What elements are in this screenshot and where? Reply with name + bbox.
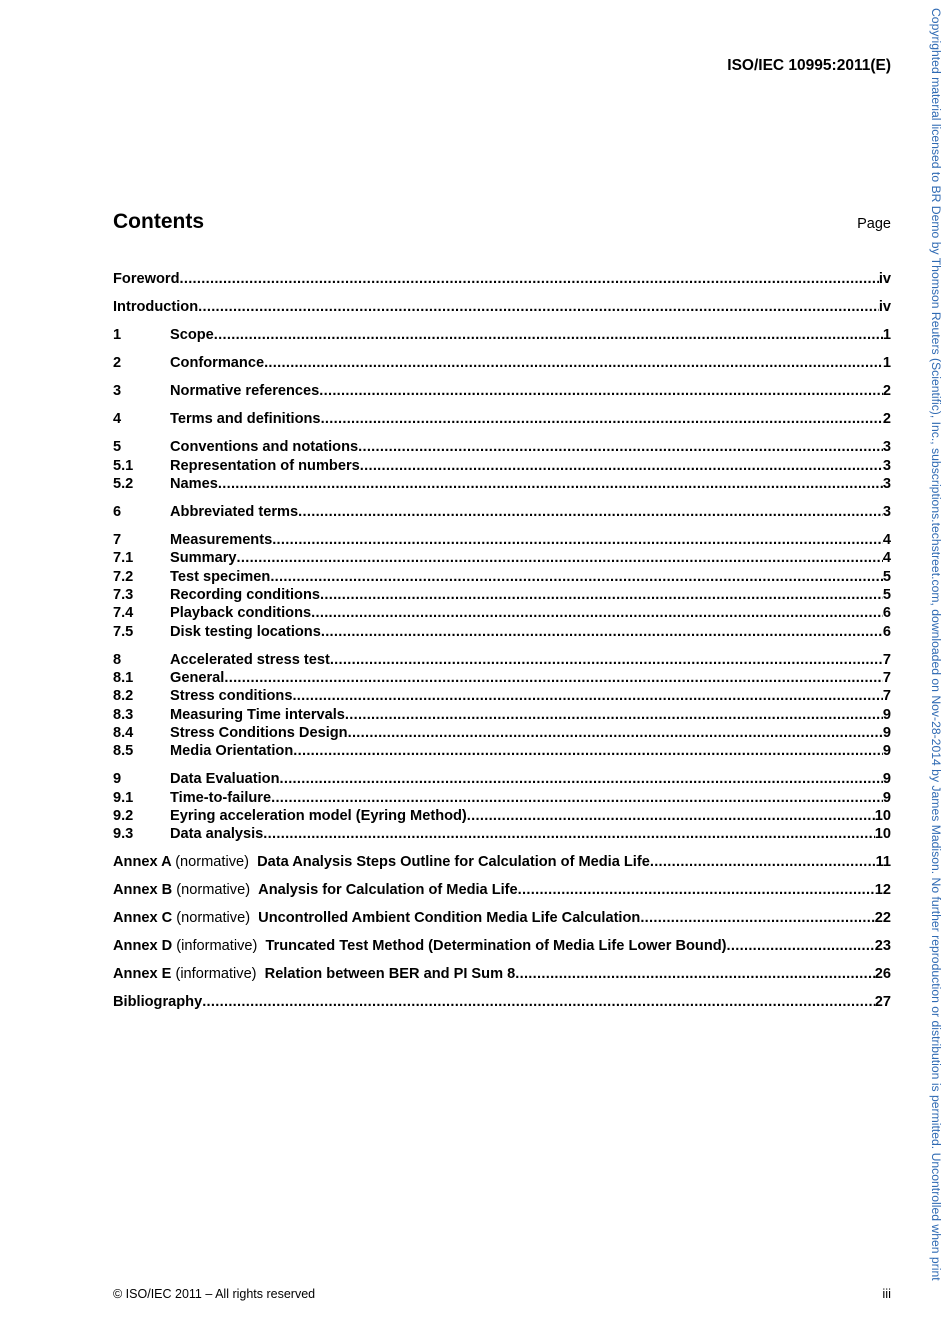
page-number: 7 — [882, 670, 891, 686]
toc-entry[interactable] — [113, 586, 891, 604]
toc-entry[interactable] — [113, 770, 891, 788]
section-number: 4 — [113, 411, 122, 427]
dot-leader — [345, 706, 883, 724]
page-number: 3 — [882, 439, 891, 455]
dot-leader — [320, 586, 883, 604]
toc-entry[interactable] — [113, 993, 891, 1011]
toc-entry[interactable] — [113, 475, 891, 493]
dot-leader — [198, 298, 879, 316]
toc-entry[interactable] — [113, 457, 891, 475]
toc-entry[interactable] — [113, 531, 891, 549]
page-number: 9 — [882, 790, 891, 806]
annex-title: Truncated Test Method (Determination of Media Life Lower Bound) — [265, 938, 727, 954]
section-title: Abbreviated terms — [170, 504, 299, 520]
dot-leader — [518, 881, 875, 899]
section-number: 7.3 — [113, 587, 134, 603]
section-title: Eyring acceleration model (Eyring Method) — [170, 808, 467, 824]
dot-leader — [237, 549, 883, 567]
page-number: 2 — [882, 383, 891, 399]
dot-leader — [650, 853, 876, 871]
annex-title: Relation between BER and PI Sum 8 — [264, 966, 516, 982]
document-id: ISO/IEC 10995:2011(E) — [727, 57, 891, 74]
dot-leader — [640, 909, 874, 927]
page-number: 6 — [882, 624, 891, 640]
toc-entry[interactable] — [113, 410, 891, 428]
section-number: 5.2 — [113, 476, 134, 492]
page-number: 5 — [882, 569, 891, 585]
toc-entry[interactable] — [113, 742, 891, 760]
section-title: Playback conditions — [170, 605, 312, 621]
toc-entry[interactable] — [113, 807, 891, 825]
dot-leader — [321, 623, 883, 641]
dot-leader — [515, 965, 875, 983]
dot-leader — [270, 568, 883, 586]
page-number: 10 — [874, 808, 891, 824]
toc-entry-annex — [113, 965, 515, 983]
section-title: Conformance — [170, 355, 265, 371]
toc-entry[interactable] — [113, 382, 891, 400]
toc-entry[interactable] — [113, 669, 891, 687]
annex-kind: (normative) — [176, 910, 251, 926]
page-number: 3 — [882, 476, 891, 492]
section-title: Measurements — [170, 532, 273, 548]
dot-leader — [179, 270, 878, 288]
toc-entry[interactable] — [113, 326, 891, 344]
page-number: 9 — [882, 743, 891, 759]
toc-entry[interactable] — [113, 965, 891, 983]
section-number: 8 — [113, 652, 122, 668]
page-number: 10 — [874, 826, 891, 842]
section-title: General — [170, 670, 225, 686]
toc-entry[interactable] — [113, 789, 891, 807]
section-number: 8.3 — [113, 707, 134, 723]
toc-entry[interactable] — [113, 706, 891, 724]
section-number: 8.4 — [113, 725, 134, 741]
dot-leader — [272, 531, 883, 549]
dot-leader — [727, 937, 875, 955]
section-number: 8.2 — [113, 688, 134, 704]
section-number: 9.1 — [113, 790, 134, 806]
annex-kind: (normative) — [176, 882, 251, 898]
dot-leader — [298, 503, 883, 521]
page-number: 3 — [882, 504, 891, 520]
section-title: Accelerated stress test — [170, 652, 330, 668]
annex-kind: (informative) — [175, 966, 257, 982]
annex-label: Annex C — [113, 910, 173, 926]
section-number: 9.3 — [113, 826, 134, 842]
section-title: Foreword — [113, 271, 180, 287]
annex-label: Annex B — [113, 882, 173, 898]
page-number: iv — [878, 299, 891, 315]
section-title: Measuring Time intervals — [170, 707, 345, 723]
section-number: 7.2 — [113, 569, 134, 585]
dot-leader — [360, 457, 883, 475]
section-number: 9 — [113, 771, 122, 787]
page-number: 7 — [882, 688, 891, 704]
section-title: Bibliography — [113, 994, 203, 1010]
section-title: Test specimen — [170, 569, 271, 585]
page-number: 1 — [882, 327, 891, 343]
dot-leader — [263, 825, 874, 843]
toc-entry[interactable] — [113, 503, 891, 521]
page-number: 26 — [874, 966, 891, 982]
toc-entry[interactable] — [113, 623, 891, 641]
section-number: 5 — [113, 439, 122, 455]
page-number: 12 — [874, 882, 891, 898]
section-title: Data Evaluation — [170, 771, 280, 787]
page-number: 4 — [882, 532, 891, 548]
section-number: 8.1 — [113, 670, 134, 686]
section-title: Names — [170, 476, 218, 492]
dot-leader — [218, 475, 883, 493]
footer-page-number: iii — [882, 1286, 891, 1301]
section-number: 6 — [113, 504, 122, 520]
page-number: 1 — [882, 355, 891, 371]
toc-entry[interactable] — [113, 604, 891, 622]
section-number: 7 — [113, 532, 122, 548]
toc-entry[interactable] — [113, 825, 891, 843]
section-title: Disk testing locations — [170, 624, 321, 640]
page-number: 9 — [882, 725, 891, 741]
toc-entry[interactable] — [113, 549, 891, 567]
dot-leader — [271, 789, 883, 807]
page-number: 6 — [882, 605, 891, 621]
page-number: 4 — [882, 550, 891, 566]
section-number: 5.1 — [113, 458, 134, 474]
page-number: 5 — [882, 587, 891, 603]
annex-kind: (informative) — [176, 938, 258, 954]
dot-leader — [311, 604, 883, 622]
page-number: 7 — [882, 652, 891, 668]
toc-entry-annex — [113, 937, 727, 955]
section-number: 1 — [113, 327, 122, 343]
annex-title: Data Analysis Steps Outline for Calculation of Media Life — [257, 854, 650, 870]
page-number: 22 — [874, 910, 891, 926]
page-number: 11 — [875, 854, 891, 870]
toc-entry[interactable] — [113, 354, 891, 372]
toc-entry[interactable] — [113, 270, 891, 288]
dot-leader — [293, 742, 883, 760]
footer-copyright: © ISO/IEC 2011 – All rights reserved — [113, 1287, 316, 1301]
toc-entry[interactable] — [113, 881, 891, 899]
dot-leader — [330, 651, 883, 669]
toc-entry-annex — [113, 881, 518, 899]
dot-leader — [319, 382, 883, 400]
dot-leader — [467, 807, 875, 825]
toc-entry[interactable] — [113, 568, 891, 586]
section-number: 3 — [113, 383, 122, 399]
table-of-contents — [113, 0, 891, 1344]
page-number: 27 — [874, 994, 891, 1010]
section-title: Stress conditions — [170, 688, 293, 704]
toc-entry[interactable] — [113, 687, 891, 705]
toc-entry[interactable] — [113, 298, 891, 316]
annex-label: Annex A — [113, 854, 172, 870]
section-title: Normative references — [170, 383, 320, 399]
annex-label: Annex E — [113, 966, 172, 982]
annex-kind: (normative) — [175, 854, 249, 870]
section-title: Terms and definitions — [170, 411, 321, 427]
page-number: 9 — [882, 707, 891, 723]
section-title: Time-to-failure — [170, 790, 272, 806]
toc-entry[interactable] — [113, 724, 891, 742]
section-title: Media Orientation — [170, 743, 294, 759]
page-number: 23 — [874, 938, 891, 954]
toc-entry[interactable] — [113, 937, 891, 955]
page-number: 3 — [882, 458, 891, 474]
section-number: 9.2 — [113, 808, 134, 824]
section-title: Stress Conditions Design — [170, 725, 348, 741]
section-number: 8.5 — [113, 743, 134, 759]
dot-leader — [202, 993, 875, 1011]
dot-leader — [264, 354, 883, 372]
section-number: 7.5 — [113, 624, 134, 640]
dot-leader — [214, 326, 883, 344]
annex-title: Uncontrolled Ambient Condition Media Life Calculation — [258, 910, 641, 926]
toc-entry[interactable] — [113, 853, 891, 871]
copyright-watermark: Copyrighted material licensed to BR Demo by Thomson Reuters (Scientific), Inc., subscriptions.techstreet.com, downloaded on Nov-28-2014 by James Madison. No further reproduction or distribution is permitted. Uncontrolled when print — [929, 8, 943, 1281]
toc-entry-annex — [113, 909, 640, 927]
section-title: Introduction — [113, 299, 199, 315]
section-number: 7.4 — [113, 605, 134, 621]
toc-entry[interactable] — [113, 438, 891, 456]
page-number: 9 — [882, 771, 891, 787]
dot-leader — [358, 438, 883, 456]
section-number: 2 — [113, 355, 122, 371]
toc-entry[interactable] — [113, 651, 891, 669]
section-title: Summary — [170, 550, 237, 566]
section-title: Data analysis — [170, 826, 264, 842]
toc-entry-annex — [113, 853, 650, 871]
section-title: Conventions and notations — [170, 439, 359, 455]
page-column-label: Page — [857, 216, 891, 232]
dot-leader — [279, 770, 882, 788]
dot-leader — [292, 687, 882, 705]
toc-entry[interactable] — [113, 909, 891, 927]
section-number: 7.1 — [113, 550, 134, 566]
section-title: Scope — [170, 327, 214, 343]
annex-title: Analysis for Calculation of Media Life — [258, 882, 518, 898]
page-number: 2 — [882, 411, 891, 427]
section-title: Representation of numbers — [170, 458, 360, 474]
dot-leader — [224, 669, 883, 687]
dot-leader — [348, 724, 883, 742]
section-title: Recording conditions — [170, 587, 320, 603]
contents-title: Contents — [113, 210, 204, 233]
dot-leader — [321, 410, 883, 428]
page-number: iv — [878, 271, 891, 287]
annex-label: Annex D — [113, 938, 173, 954]
